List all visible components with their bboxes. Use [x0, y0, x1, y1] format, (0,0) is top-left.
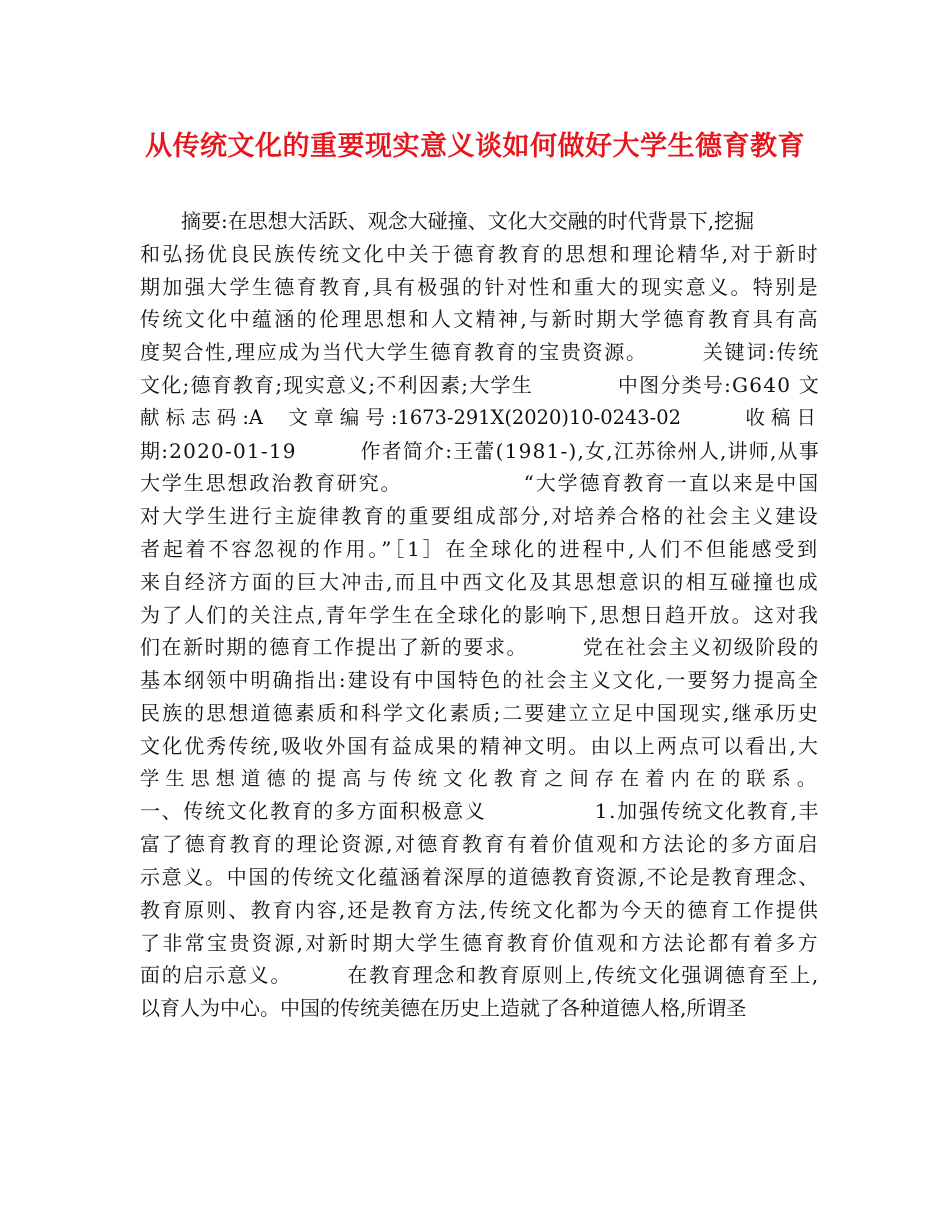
body-line: 民族的思想道德素质和科学文化素质;二要建立立足中国现实,继承历史: [140, 700, 820, 725]
body-line: 基本纲领中明确指出:建设有中国特色的社会主义文化,一要努力提高全: [140, 668, 820, 693]
body-line: 大学生思想政治教育研究。 “大学德育教育一直以来是中国: [140, 471, 820, 496]
body-line: 们在新时期的德育工作提出了新的要求。 党在社会主义初级阶段的: [140, 635, 820, 660]
body-line: 文化;德育教育;现实意义;不利因素;大学生 中图分类号:G640 文: [140, 372, 820, 397]
body-line: 富了德育教育的理论资源,对德育教育有着价值观和方法论的多方面启: [140, 832, 820, 857]
body-line: 者起着不容忽视的作用。”［1］在全球化的进程中,人们不但能感受到: [140, 536, 820, 561]
body-line: 来自经济方面的巨大冲击,而且中西文化及其思想意识的相互碰撞也成: [140, 569, 820, 594]
body-line: 传统文化中蕴涵的伦理思想和人文精神,与新时期大学德育教育具有高: [140, 307, 820, 332]
body-line: 了非常宝贵资源,对新时期大学生德育教育价值观和方法论都有着多方: [140, 930, 820, 955]
body-line: 以育人为中心。中国的传统美德在历史上造就了各种道德人格,所谓圣: [140, 996, 747, 1021]
body-line: 期:2020-01-19 作者简介:王蕾(1981-),女,江苏徐州人,讲师,从事: [140, 438, 820, 463]
body-line: 期加强大学生德育教育,具有极强的针对性和重大的现实意义。特别是: [140, 274, 820, 299]
body-line: 摘要:在思想大活跃、观念大碰撞、文化大交融的时代背景下,挖掘: [181, 209, 755, 233]
body-line: 对大学生进行主旋律教育的重要组成部分,对培养合格的社会主义建设: [140, 504, 820, 529]
body-line: 教育原则、教育内容,还是教育方法,传统文化都为今天的德育工作提供: [140, 897, 820, 922]
document-body: [140, 205, 820, 1025]
body-line: 学 生 思 想 道 德 的 提 高 与 传 统 文 化 教 育 之 间 存 在 着 内 在 的 联 系 。: [140, 766, 817, 790]
body-line: 面的启示意义。 在教育理念和教育原则上,传统文化强调德育至上,: [140, 963, 820, 988]
body-line: 示意义。中国的传统文化蕴涵着深厚的道德教育资源,不论是教育理念、: [140, 864, 820, 889]
body-line: 度契合性,理应成为当代大学生德育教育的宝贵资源。 关键词:传统: [140, 340, 820, 365]
body-line: 一、传统文化教育的多方面积极意义 1.加强传统文化教育,丰: [140, 799, 820, 824]
body-line: 献 标 志 码 :A 文 章 编 号 :1673-291X(2020)10-0243-02 收 稿 日: [140, 405, 816, 429]
body-line: 文化优秀传统,吸收外国有益成果的精神文明。由以上两点可以看出,大: [140, 733, 820, 758]
body-line: 和弘扬优良民族传统文化中关于德育教育的思想和理论精华,对于新时: [140, 241, 820, 266]
body-line: 为了人们的关注点,青年学生在全球化的影响下,思想日趋开放。这对我: [140, 602, 820, 627]
document-title: 从传统文化的重要现实意义谈如何做好大学生德育教育: [145, 131, 805, 162]
